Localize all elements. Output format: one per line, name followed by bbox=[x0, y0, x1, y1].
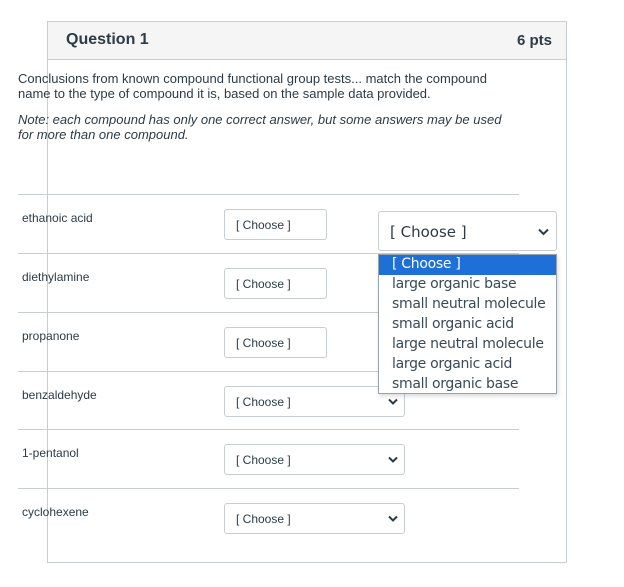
select-value: [ Choose ] bbox=[236, 336, 291, 350]
dropdown-option[interactable]: small organic acid bbox=[392, 316, 514, 332]
dropdown-option[interactable]: small neutral molecule bbox=[392, 296, 546, 312]
dropdown-option[interactable]: small organic base bbox=[392, 376, 519, 392]
select-value: [ Choose ] bbox=[390, 223, 467, 241]
compound-label: benzaldehyde bbox=[22, 388, 97, 402]
question-prompt: Conclusions from known compound functional group tests... match the compound name to the type of compound it is, based on the sample data provided. bbox=[18, 71, 487, 101]
dropdown-option[interactable]: large organic acid bbox=[392, 356, 513, 372]
select-value: [ Choose ] bbox=[236, 395, 291, 409]
answer-select[interactable] bbox=[224, 503, 405, 534]
dropdown-option[interactable]: large neutral molecule bbox=[392, 336, 544, 352]
chevron-down-icon bbox=[388, 398, 398, 406]
select-value: [ Choose ] bbox=[236, 453, 291, 467]
match-row bbox=[18, 429, 519, 487]
compound-label: cyclohexene bbox=[22, 505, 89, 519]
open-answer-select[interactable] bbox=[378, 211, 557, 251]
chevron-down-icon bbox=[388, 456, 398, 464]
dropdown-option[interactable]: [ Choose ] bbox=[379, 255, 556, 275]
select-value: [ Choose ] bbox=[236, 512, 291, 526]
match-row bbox=[18, 488, 519, 546]
select-value: [ Choose ] bbox=[236, 218, 291, 232]
compound-label: ethanoic acid bbox=[22, 211, 93, 225]
chevron-down-icon bbox=[388, 515, 398, 523]
answer-select[interactable] bbox=[224, 444, 405, 475]
question-title: Question 1 bbox=[66, 31, 149, 48]
compound-label: propanone bbox=[22, 329, 80, 343]
answer-select[interactable] bbox=[224, 327, 327, 358]
answer-select[interactable] bbox=[224, 268, 327, 299]
question-note: Note: each compound has only one correct answer, but some answers may be used for more than one compound. bbox=[18, 112, 502, 142]
select-value: [ Choose ] bbox=[236, 277, 291, 291]
compound-label: diethylamine bbox=[22, 270, 90, 284]
dropdown-option[interactable]: large organic base bbox=[392, 276, 517, 292]
question-points: 6 pts bbox=[516, 32, 552, 49]
answer-select[interactable] bbox=[224, 209, 327, 240]
select-dropdown-list bbox=[378, 254, 557, 394]
chevron-down-icon bbox=[538, 228, 549, 236]
question-header bbox=[48, 22, 566, 60]
compound-label: 1-pentanol bbox=[22, 446, 79, 460]
